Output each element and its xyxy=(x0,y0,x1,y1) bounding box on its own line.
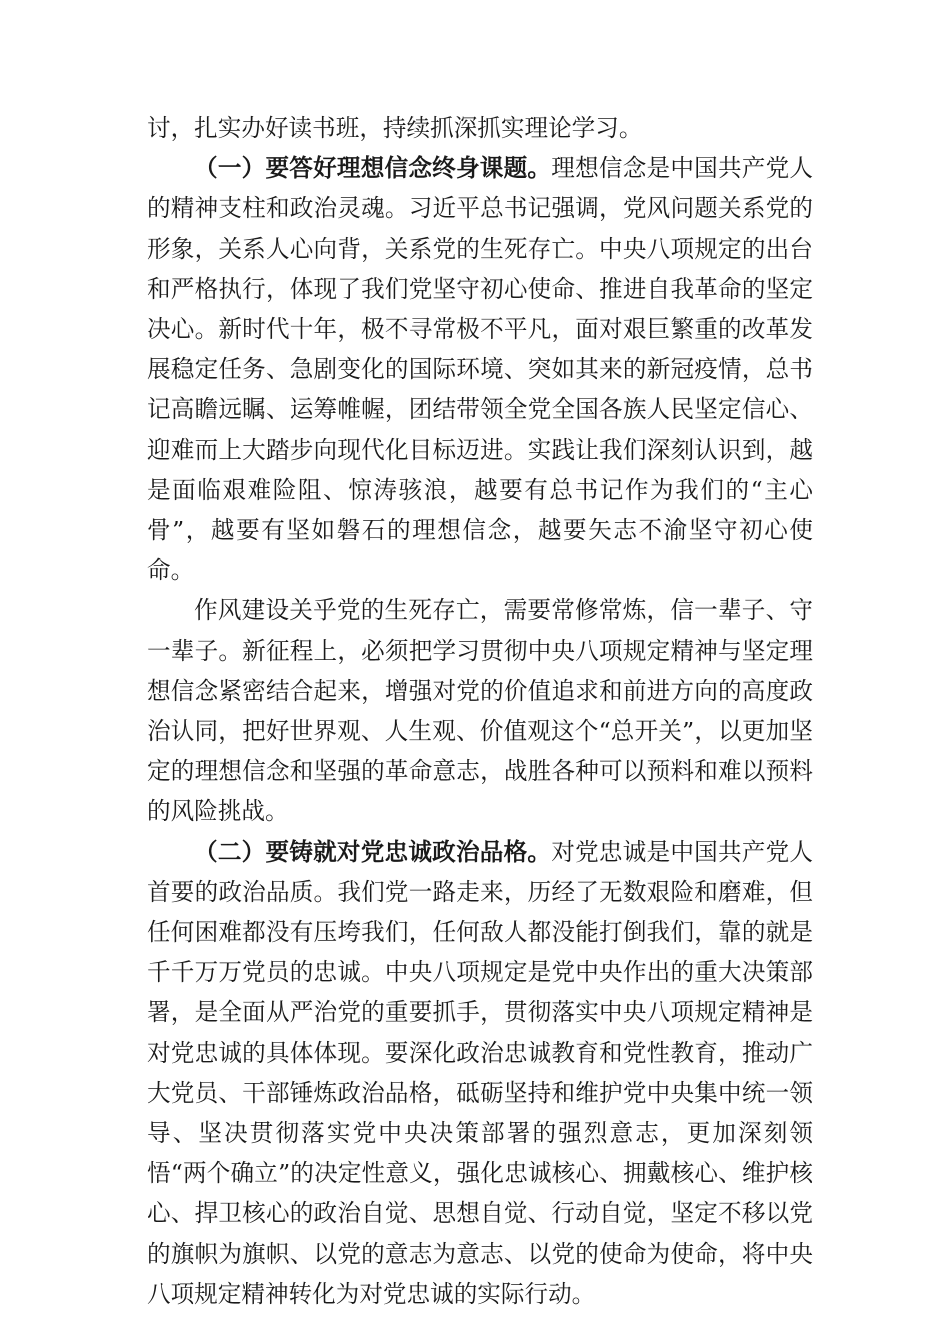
document-body xyxy=(147,108,813,1314)
section-heading-one: （一）要答好理想信念终身课题。 xyxy=(194,154,552,183)
paragraph-text: 讨，扎实办好读书班，持续抓深抓实理论学习。 xyxy=(147,114,643,142)
paragraph-continuation xyxy=(147,108,813,148)
paragraph-loyalty xyxy=(147,832,813,1314)
paragraph-text: 理想信念是中国共产党人的精神支柱和政治灵魂。习近平总书记强调，党风问题关系党的形象，关系人心向背，关系党的生死存亡。中央八项规定的出台和严格执行，体现了我们党坚守初心使命、推进自我革命的坚定决心。新时代十年，极不寻常极不平凡，面对艰巨繁重的改革发展稳定任务、急剧变化的国际环境、突如其来的新冠疫情，总书记高瞻远瞩、运筹帷幄，团结带领全党全国各族人民坚定信心、迎难而上大踏步向现代化目标迈进。实践让我们深刻认识到，越是面临艰难险阻、惊涛骇浪，越要有总书记作为我们的“主心骨”，越要有坚如磐石的理想信念，越要矢志不渝坚守初心使命。 xyxy=(147,154,814,585)
paragraph-ideals-beliefs xyxy=(147,148,813,590)
paragraph-text: 作风建设关乎党的生死存亡，需要常修常炼，信一辈子、守一辈子。新征程上，必须把学习贯彻中央八项规定精神与坚定理想信念紧密结合起来，增强对党的价值追求和前进方向的高度政治认同，把好世界观、人生观、价值观这个“总开关”，以更加坚定的理想信念和坚强的革命意志，战胜各种可以预料和难以预料的风险挑战。 xyxy=(147,596,813,826)
section-heading-two: （二）要铸就对党忠诚政治品格。 xyxy=(194,837,552,866)
paragraph-text: 对党忠诚是中国共产党人首要的政治品质。我们党一路走来，历经了无数艰险和磨难，但任何困难都没有压垮我们，任何敌人都没能打倒我们，靠的就是千千万万党员的忠诚。中央八项规定是党中央作出的重大决策部署，是全面从严治党的重要抓手，贯彻落实中央八项规定精神是对党忠诚的具体体现。要深化政治忠诚教育和党性教育，推动广大党员、干部锤炼政治品格，砥砺坚持和维护党中央集中统一领导、坚决贯彻落实党中央决策部署的强烈意志，更加深刻领悟“两个确立”的决定性意义，强化忠诚核心、拥戴核心、维护核心、捍卫核心的政治自觉、思想自觉、行动自觉，坚定不移以党的旗帜为旗帜、以党的意志为意志、以党的使命为使命，将中央八项规定精神转化为对党忠诚的实际行动。 xyxy=(147,837,814,1308)
paragraph-work-style xyxy=(147,590,813,831)
